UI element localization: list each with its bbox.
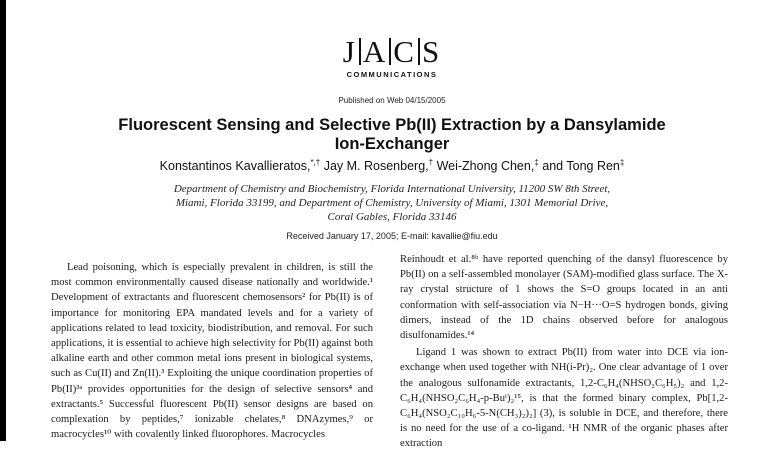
body-left-column	[51, 260, 373, 442]
affiliations	[120, 182, 664, 224]
logo-letter-c: C	[393, 34, 416, 69]
logo-letter-s: S	[421, 34, 442, 69]
author-name: and Tong Ren	[542, 159, 620, 174]
article-title	[100, 116, 684, 154]
logo-letter-j: J	[342, 34, 357, 69]
received-and-email: Received January 17, 2005; E-mail: kavallie@fiu.edu	[286, 231, 498, 241]
journal-logo	[0, 36, 784, 79]
author-name: Jay M. Rosenberg,	[323, 159, 429, 174]
body-right-column	[400, 252, 728, 452]
author-name: Wei-Zhong Chen,	[436, 159, 535, 174]
body-paragraph: Reinhoudt et al.⁸ᵇ have reported quenching of the dansyl fluorescence by Pb(II) on a self-assembled monolayer (SAM)-modified glass surface. The X-ray crystal structure of 1 shows the S=O groups located in an anti conformation with self-association via N−H···O=S hydrogen bonds, giving dimers, instead of the 1D chains observed before for analogous disulfonamides.¹⁴	[400, 254, 728, 342]
body-paragraph: Ligand 1 was shown to extract Pb(II) from water into DCE via ion-exchange when used together with NH(i-Pr)₂. One clear advantage of 1 over the analogous sulfonamide extractants, 1,2-C₆H₄(NHSO₂C₆H₅)₂ and 1,2-C₆H₄(NHSO₂C₆H₄-p-Buᵗ)₂¹⁵, is that the formed binary complex, Pb[1,2-C₆H₄(NSO₂C₁₀H₆-5-N(CH₃)₂)₂] (3), is soluble in DCE, and therefore, there is no need for the use of a co-ligand. ¹H NMR of the organic phases after extraction	[400, 347, 728, 450]
body-paragraph: Lead poisoning, which is especially prevalent in children, is still the most common environmentally caused disease nationally and worldwide.¹ Development of extractants and fluorescent chemosensors² for Pb(II) is of importance for monitoring EPA mandated levels and for a variety of applications related to lead toxicity, biodistribution, and removal. For such applications, it is essential to achieve high selectivity for Pb(II) against both alkaline earth and other common metal ions present in biological systems, such as Cu(II) and Zn(II).³ Exploiting the unique coordination properties of Pb(II)³ᵃ provides opportunities for the design of selective sensors⁴ and extractants.⁵ Successful fluorescent Pb(II) sensor designs are based on complexation by peptides,⁷ ionizable chelates,⁸ DNAzymes,⁹ or macrocycles¹⁰ with covalently linked fluorophores. Macrocycles	[51, 262, 373, 441]
author-list	[100, 158, 684, 173]
title-line-2: Ion-Exchanger	[334, 135, 450, 153]
jacs-wordmark	[0, 36, 784, 68]
author-name: Konstantinos Kavallieratos,	[159, 159, 311, 174]
affiliation-line: Coral Gables, Florida 33146	[327, 211, 457, 223]
title-line-1: Fluorescent Sensing and Selective Pb(II) Extraction by a Dansylamide	[118, 116, 666, 134]
author-mark: †	[428, 158, 434, 167]
logo-letter-a: A	[362, 34, 388, 69]
author-mark: *,†	[310, 158, 321, 167]
affiliation-line: Department of Chemistry and Biochemistry, Florida International University, 11200 SW 8th Street,	[173, 183, 611, 195]
author-mark: ‡	[534, 158, 539, 167]
published-date: Published on Web 04/15/2005	[338, 96, 446, 105]
logo-subtitle: COMMUNICATIONS	[346, 70, 438, 79]
author-mark: ‡	[619, 158, 625, 167]
affiliation-line: Miami, Florida 33199, and Department of Chemistry, University of Miami, 1301 Memorial Drive,	[175, 197, 609, 209]
